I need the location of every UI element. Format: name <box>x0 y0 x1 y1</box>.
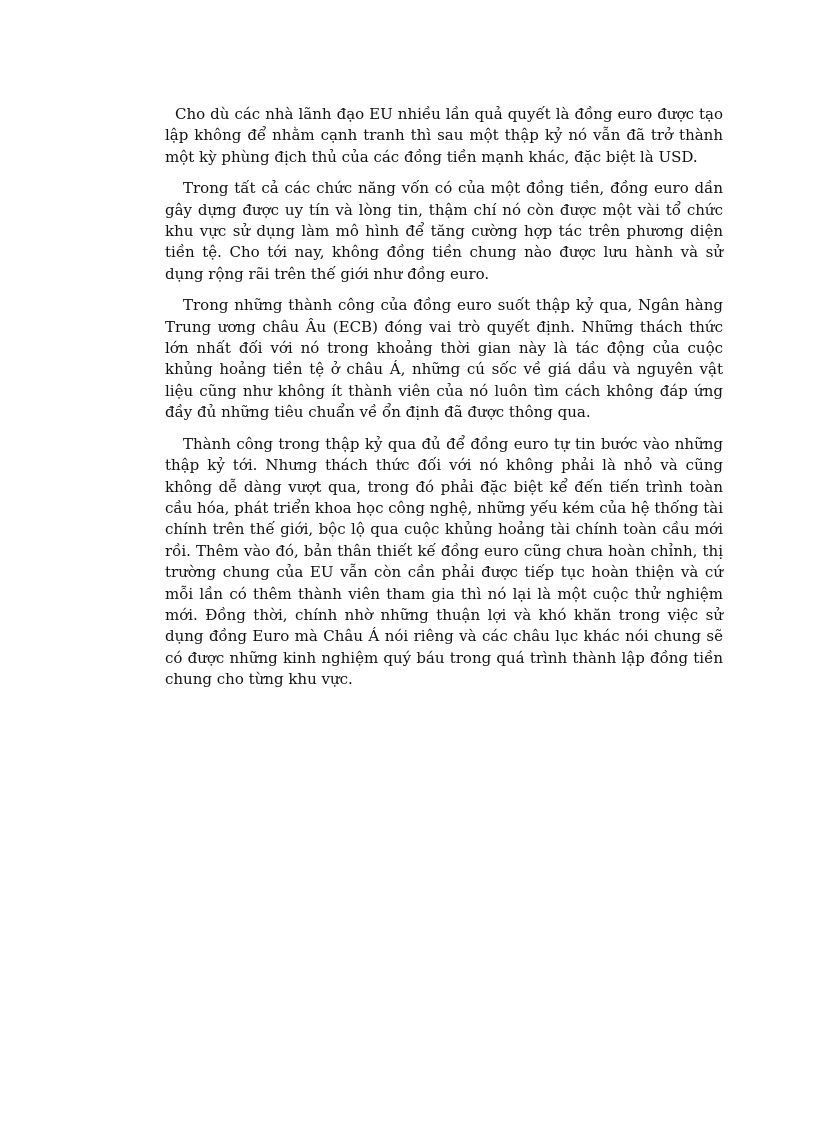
paragraph-2: Trong tất cả các chức năng vốn có của một đồng tiền, đồng euro dần gây dựng được uy tín và lòng tin, thậm chí nó còn được một vài tổ chức khu vực sử dụng làm mô hình để tăng cường hợp tác trên phương diện tiền tệ. Cho tới nay, không đồng tiền chung nào được lưu hành và sử dụng rộng rãi trên thế giới như đồng euro. <box>165 179 723 283</box>
paragraph-3: Trong những thành công của đồng euro suốt thập kỷ qua, Ngân hàng Trung ương châu Âu (ECB) đóng vai trò quyết định. Những thách thức lớn nhất đối với nó trong khoảng thời gian này là tác động của cuộc khủng hoảng tiền tệ ở châu Á, những cú sốc về giá dầu và nguyên vật liệu cũng như không ít thành viên của nó luôn tìm cách không đáp ứng đầy đủ những tiêu chuẩn về ổn định đã được thông qua. <box>165 296 723 422</box>
document-body <box>165 104 723 701</box>
paragraph-1: Cho dù các nhà lãnh đạo EU nhiều lần quả quyết là đồng euro được tạo lập không để nhằm cạnh tranh thì sau một thập kỷ nó vẫn đã trở thành một kỳ phùng địch thủ của các đồng tiền mạnh khác, đặc biệt là USD. <box>165 105 723 166</box>
paragraph-4: Thành công trong thập kỷ qua đủ để đồng euro tự tin bước vào những thập kỷ tới. Nhưng thách thức đối với nó không phải là nhỏ và cũng không dễ dàng vượt qua, trong đó phải đặc biệt kể đến tiến trình toàn cầu hóa, phát triển khoa học công nghệ, những yếu kém của hệ thống tài chính trên thế giới, bộc lộ qua cuộc khủng hoảng tài chính toàn cầu mới rồi. Thêm vào đó, bản thân thiết kế đồng euro cũng chưa hoàn chỉnh, thị trường chung của EU vẫn còn cần phải được tiếp tục hoàn thiện và cứ mỗi lần có thêm thành viên tham gia thì nó lại là một cuộc thử nghiệm mới. Đồng thời, chính nhờ những thuận lợi và khó khăn trong việc sử dụng đồng Euro mà Châu Á nói riêng và các châu lục khác nói chung sẽ có được những kinh nghiệm quý báu trong quá trình thành lập đồng tiền chung cho từng khu vực. <box>165 434 723 689</box>
